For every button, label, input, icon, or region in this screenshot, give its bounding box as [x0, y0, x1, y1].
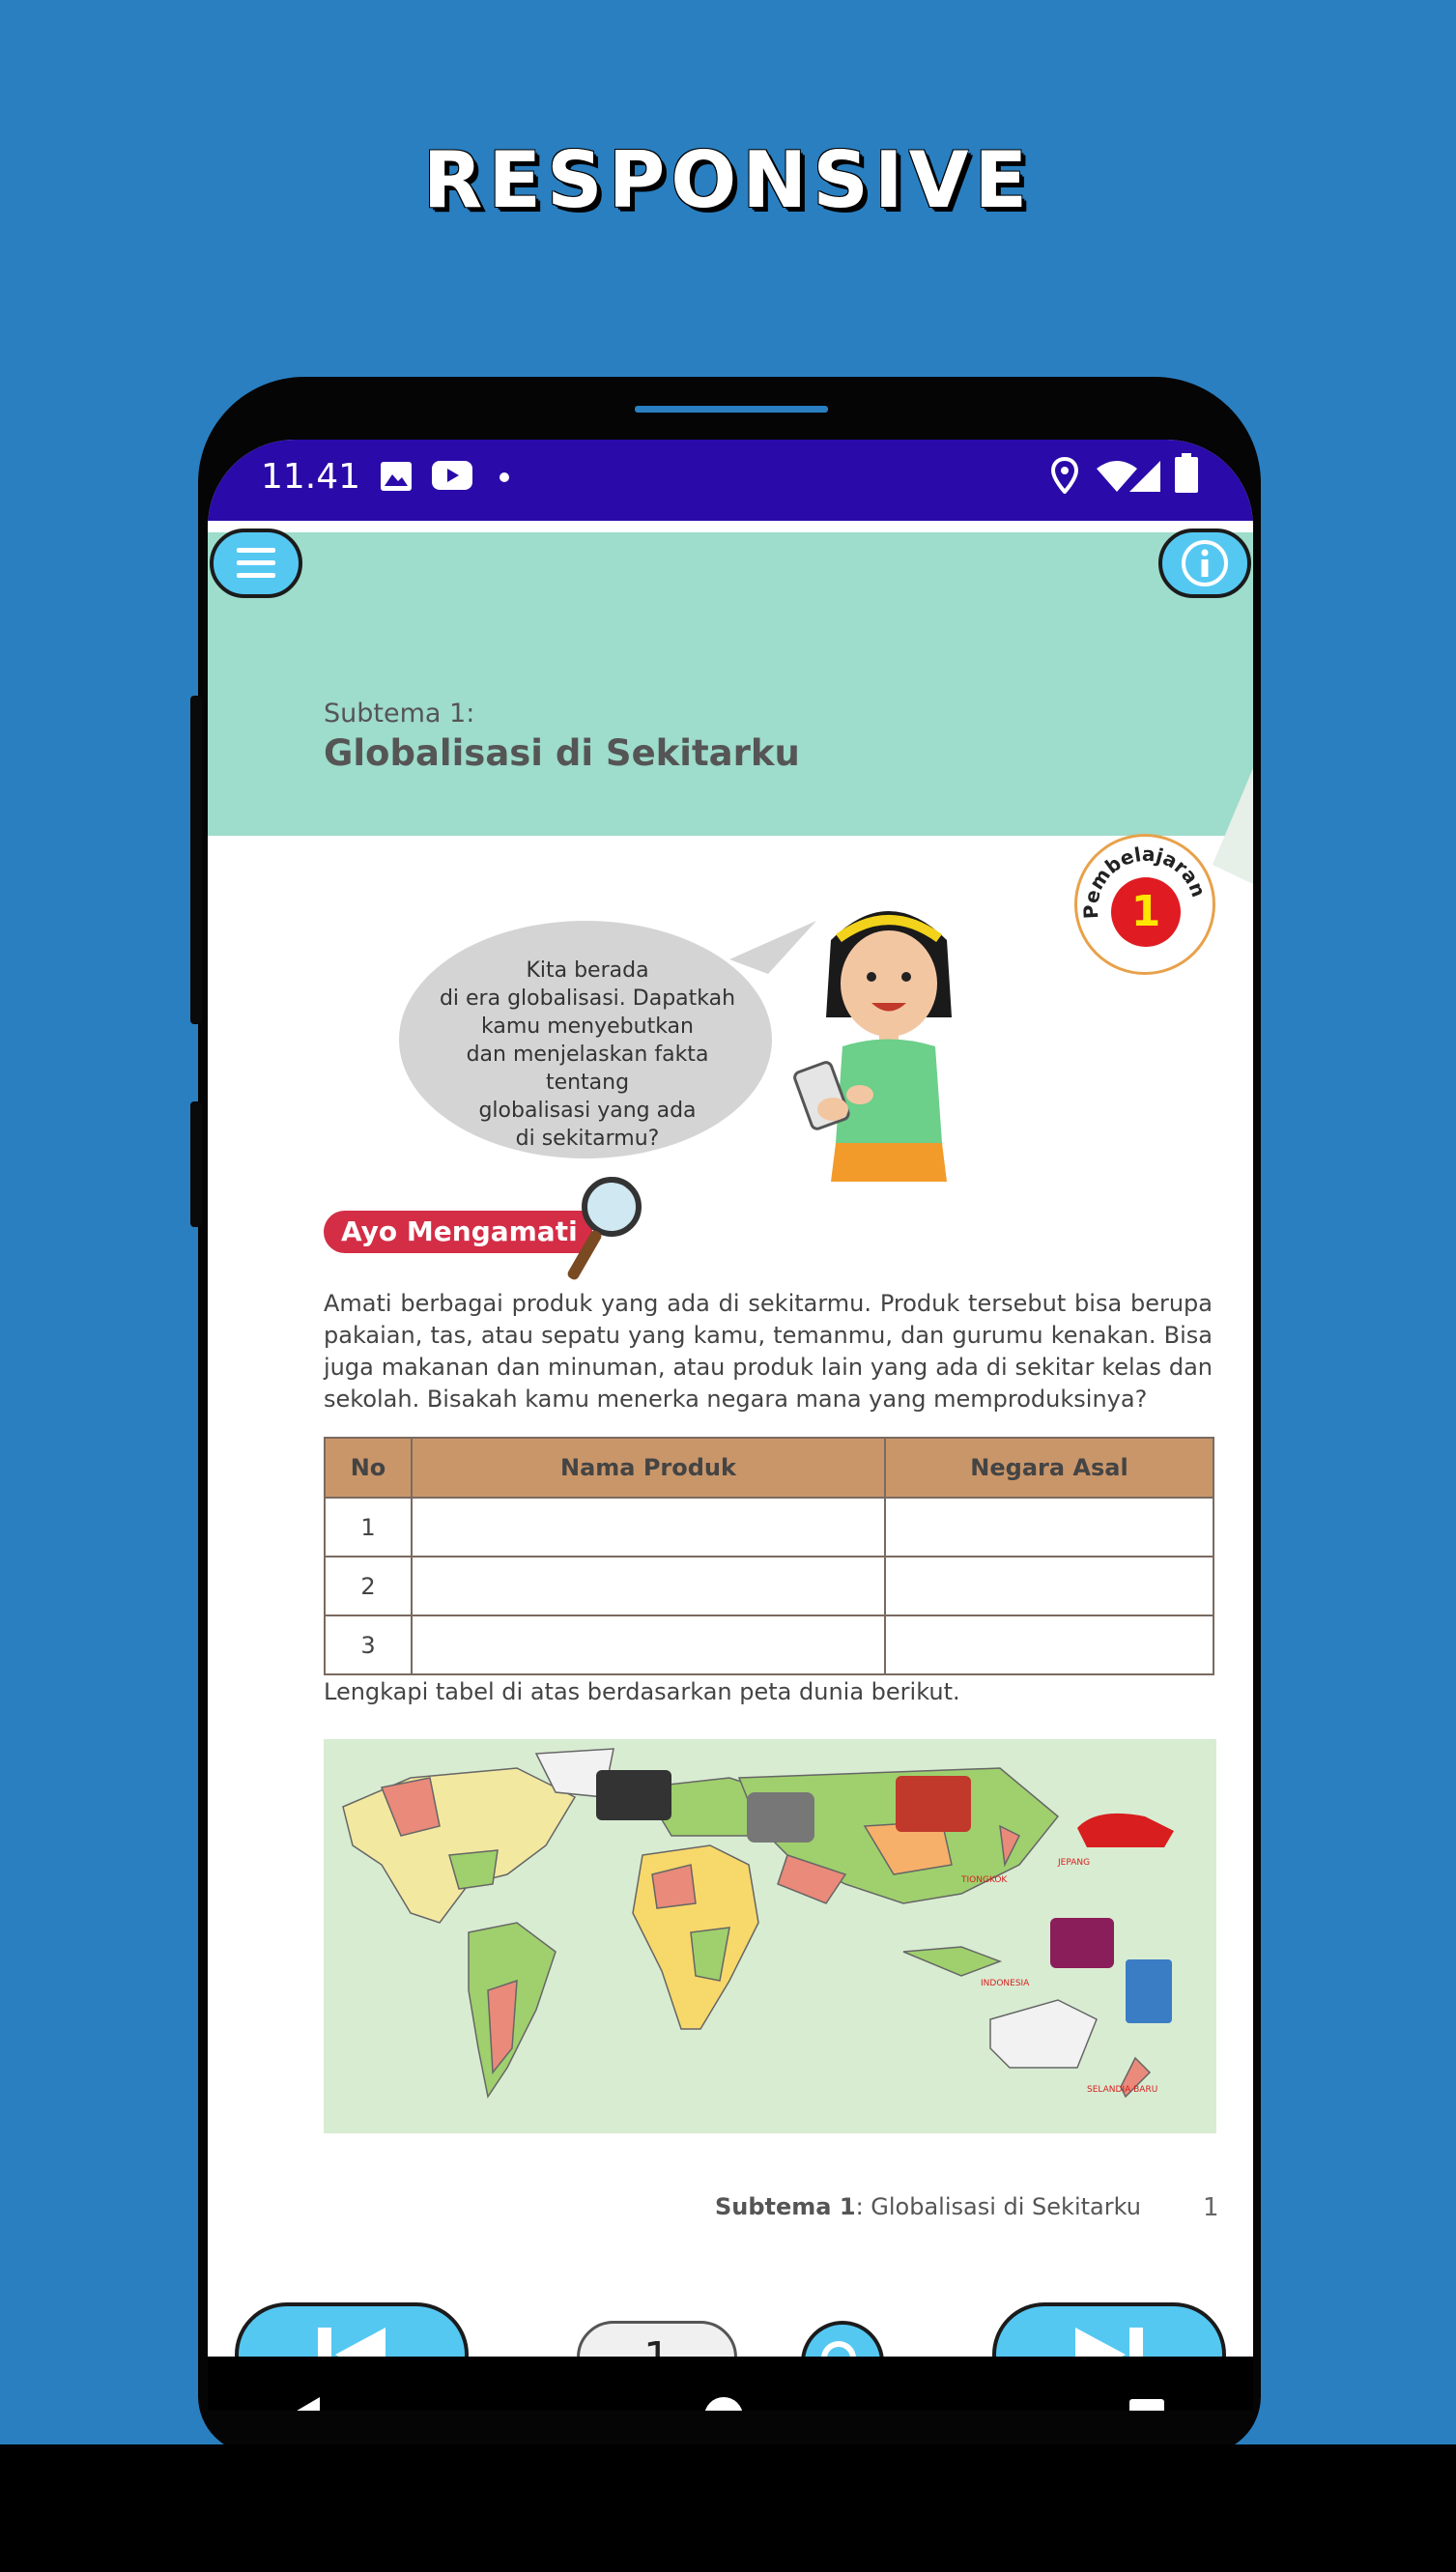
plate-product-image: [747, 1792, 814, 1843]
menu-icon: [235, 544, 277, 583]
instruction-paragraph: Amati berbagai produk yang ada di sekitarmu. Produk tersebut bisa berupa pakaian, tas, atau sepatu yang kamu, temanmu, dan gurumu kenakan. Bisa juga makanan dan minuman, atau produk lain yang ada di sekitar kelas dan sekolah. Bisakah kamu menerka negara mana yang memproduksinya?: [324, 1290, 1213, 1413]
footer-subtema-bold: Subtema 1: [715, 2193, 856, 2220]
speech-line: di sekitarmu?: [515, 1127, 660, 1151]
table-cell: [412, 1557, 885, 1615]
status-time: 11.41: [261, 457, 361, 497]
map-label: JEPANG: [1058, 1858, 1091, 1868]
image-icon: [380, 461, 413, 492]
speech-text: [428, 957, 747, 1153]
milk-product-image: [1126, 1959, 1172, 2023]
table-cell: [885, 1615, 1213, 1674]
header-band: [208, 532, 1253, 836]
speech-line: Kita berada: [526, 958, 649, 983]
map-label: INDONESIA: [981, 1979, 1030, 1988]
magnifier-icon: [567, 1174, 644, 1290]
table-cell: [412, 1615, 885, 1674]
product-table: [324, 1437, 1214, 1675]
table-header-cell: Negara Asal: [885, 1438, 1213, 1498]
back-nav-button[interactable]: [285, 2395, 324, 2411]
pembelajaran-badge: [1074, 834, 1215, 975]
page-curl-decoration: [1213, 768, 1253, 884]
power-button: [190, 1101, 202, 1227]
batik-product-image: [1050, 1918, 1114, 1968]
table-cell: 2: [325, 1557, 412, 1615]
table-row: [325, 1615, 1213, 1674]
bottom-black-bar: [0, 2444, 1456, 2572]
dot-icon: [500, 472, 509, 482]
table-header-cell: No: [325, 1438, 412, 1498]
world-map-illustration: [324, 1739, 1216, 2133]
badge-label: Pembelajaran: [1078, 842, 1212, 920]
table-cell: 3: [325, 1615, 412, 1674]
table-row: [325, 1557, 1213, 1615]
volume-button: [190, 696, 202, 1024]
page-footer: [715, 2193, 1141, 2220]
headline: RESPONSIVE: [422, 135, 1034, 225]
screen: [208, 440, 1253, 2411]
menu-button[interactable]: [210, 529, 302, 598]
status-bar: [208, 440, 1253, 521]
watch-product-image: [596, 1770, 671, 1820]
subtema-title: Globalisasi di Sekitarku: [324, 732, 800, 774]
speech-line: globalisasi yang ada: [478, 1099, 697, 1123]
world-map: [324, 1739, 1216, 2133]
location-icon: [1051, 457, 1078, 494]
speech-line: kamu menyebutkan: [481, 1015, 694, 1039]
map-label: TIONGKOK: [961, 1875, 1008, 1885]
page-top-margin: [208, 521, 1253, 532]
table-cell: [885, 1557, 1213, 1615]
badge-number: 1: [1111, 877, 1181, 947]
battery-icon: [1174, 453, 1199, 494]
info-button[interactable]: [1158, 529, 1251, 598]
recents-nav-button[interactable]: [1128, 2397, 1166, 2411]
footer-page-number: 1: [1203, 2193, 1219, 2222]
table-instruction: Lengkapi tabel di atas berdasarkan peta dunia berikut.: [324, 1678, 960, 1705]
map-label: SELANDIA BARU: [1087, 2085, 1158, 2095]
table-header-cell: Nama Produk: [412, 1438, 885, 1498]
home-nav-button[interactable]: [702, 2395, 745, 2411]
signal-icon: [1126, 459, 1164, 494]
table-cell: [412, 1498, 885, 1557]
earpiece: [635, 406, 828, 413]
section-tag: Ayo Mengamati: [324, 1211, 592, 1253]
footer-subtema-rest: : Globalisasi di Sekitarku: [855, 2193, 1141, 2220]
system-nav-bar: [208, 2357, 1253, 2411]
speech-line: dan menjelaskan fakta tentang: [466, 1043, 709, 1095]
info-icon: [1180, 538, 1230, 588]
phone-frame: [198, 377, 1261, 2454]
table-header-row: [325, 1438, 1213, 1498]
speech-line: di era globalisasi. Dapatkah: [439, 986, 736, 1011]
table-row: [325, 1498, 1213, 1557]
table-cell: [885, 1498, 1213, 1557]
subtema-label: Subtema 1:: [324, 699, 475, 729]
table-cell: 1: [325, 1498, 412, 1557]
youtube-icon: [432, 461, 472, 490]
car-product-image: [1077, 1814, 1174, 1847]
figurine-product-image: [896, 1776, 971, 1832]
girl-illustration: [792, 901, 985, 1191]
